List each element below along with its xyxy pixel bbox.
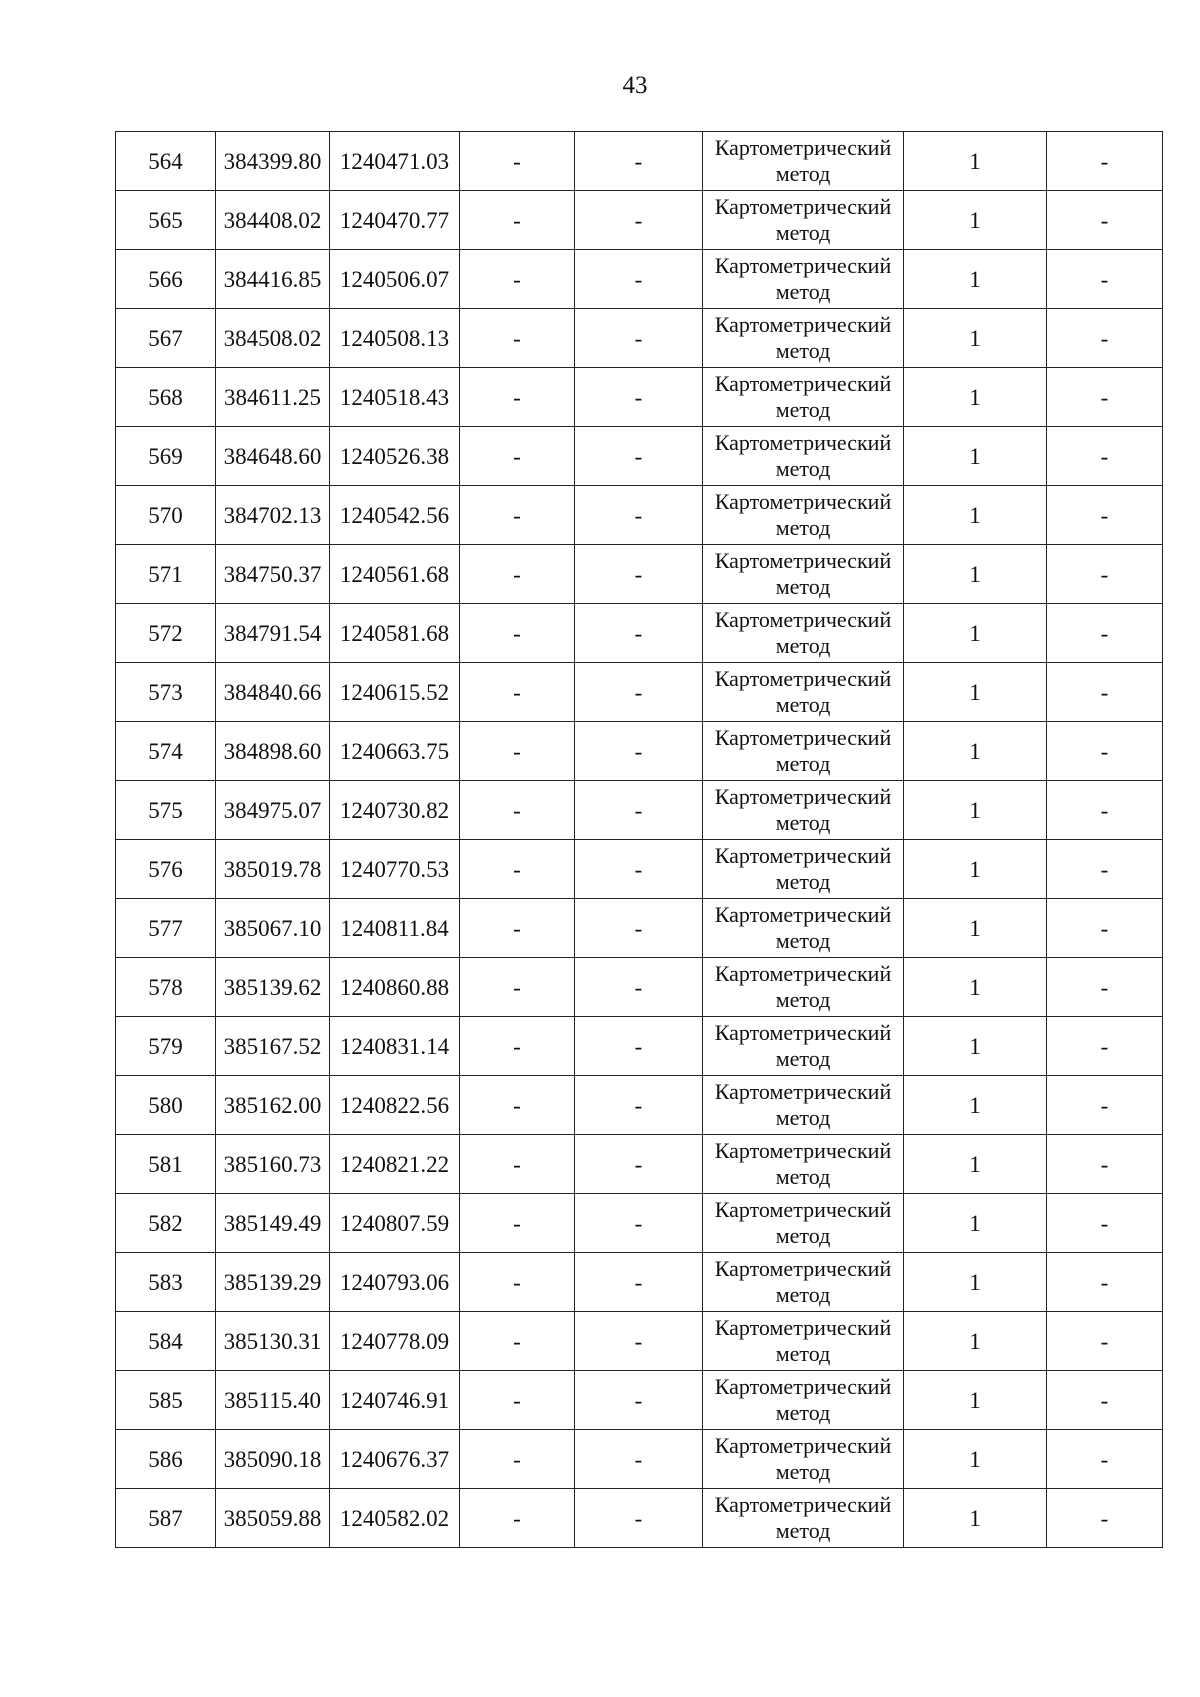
cell-accuracy: 1 <box>904 1489 1047 1548</box>
cell-point-number: 568 <box>116 368 216 427</box>
cell-accuracy: 1 <box>904 1430 1047 1489</box>
method-line-1: Картометрический <box>714 1138 892 1163</box>
cell-empty-value: - <box>1047 958 1163 1017</box>
cell-coordinate-x: 384416.85 <box>216 250 330 309</box>
cell-empty-value: - <box>1047 250 1163 309</box>
cell-coordinate-x: 384750.37 <box>216 545 330 604</box>
cell-coordinate-x: 384898.60 <box>216 722 330 781</box>
table-row <box>116 1076 1163 1135</box>
method-line-1: Картометрический <box>714 1374 892 1399</box>
cell-method <box>703 958 904 1017</box>
cell-empty-value: - <box>1047 899 1163 958</box>
cell-coordinate-y: 1240470.77 <box>330 191 460 250</box>
cell-empty-value: - <box>460 545 575 604</box>
cell-coordinate-y: 1240821.22 <box>330 1135 460 1194</box>
cell-empty-value: - <box>1047 368 1163 427</box>
cell-empty-value: - <box>460 486 575 545</box>
cell-empty-value: - <box>460 899 575 958</box>
cell-point-number: 567 <box>116 309 216 368</box>
cell-method <box>703 663 904 722</box>
cell-coordinate-y: 1240518.43 <box>330 368 460 427</box>
cell-empty-value: - <box>460 1371 575 1430</box>
cell-point-number: 566 <box>116 250 216 309</box>
cell-accuracy: 1 <box>904 1312 1047 1371</box>
cell-method <box>703 545 904 604</box>
cell-coordinate-x: 385139.29 <box>216 1253 330 1312</box>
cell-coordinate-y: 1240770.53 <box>330 840 460 899</box>
cell-coordinate-y: 1240778.09 <box>330 1312 460 1371</box>
method-line-2: метод <box>775 692 831 717</box>
cell-empty-value: - <box>575 486 703 545</box>
cell-method <box>703 1489 904 1548</box>
method-line-1: Картометрический <box>714 430 892 455</box>
cell-point-number: 571 <box>116 545 216 604</box>
cell-empty-value: - <box>1047 663 1163 722</box>
cell-point-number: 577 <box>116 899 216 958</box>
cell-method <box>703 250 904 309</box>
cell-empty-value: - <box>575 840 703 899</box>
table-row <box>116 1371 1163 1430</box>
cell-point-number: 564 <box>116 132 216 191</box>
cell-empty-value: - <box>575 427 703 486</box>
cell-empty-value: - <box>460 250 575 309</box>
method-line-1: Картометрический <box>714 1020 892 1045</box>
cell-point-number: 583 <box>116 1253 216 1312</box>
cell-method <box>703 309 904 368</box>
cell-point-number: 581 <box>116 1135 216 1194</box>
method-line-2: метод <box>775 987 831 1012</box>
cell-accuracy: 1 <box>904 1194 1047 1253</box>
table-row <box>116 1312 1163 1371</box>
method-line-1: Картометрический <box>714 1256 892 1281</box>
method-line-2: метод <box>775 928 831 953</box>
table-row <box>116 250 1163 309</box>
cell-coordinate-x: 384408.02 <box>216 191 330 250</box>
cell-method <box>703 1371 904 1430</box>
table-row <box>116 486 1163 545</box>
cell-coordinate-y: 1240506.07 <box>330 250 460 309</box>
cell-empty-value: - <box>1047 604 1163 663</box>
cell-point-number: 574 <box>116 722 216 781</box>
cell-coordinate-x: 385067.10 <box>216 899 330 958</box>
cell-coordinate-x: 384840.66 <box>216 663 330 722</box>
method-line-1: Картометрический <box>714 1197 892 1222</box>
method-line-2: метод <box>775 456 831 481</box>
method-line-2: метод <box>775 751 831 776</box>
cell-empty-value: - <box>460 1489 575 1548</box>
method-line-1: Картометрический <box>714 1492 892 1517</box>
table-body <box>116 132 1163 1548</box>
cell-method <box>703 1430 904 1489</box>
method-line-1: Картометрический <box>714 312 892 337</box>
cell-empty-value: - <box>575 1489 703 1548</box>
cell-empty-value: - <box>1047 1371 1163 1430</box>
cell-coordinate-x: 384611.25 <box>216 368 330 427</box>
cell-coordinate-y: 1240542.56 <box>330 486 460 545</box>
cell-point-number: 570 <box>116 486 216 545</box>
method-line-2: метод <box>775 1046 831 1071</box>
cell-empty-value: - <box>460 309 575 368</box>
cell-point-number: 565 <box>116 191 216 250</box>
cell-coordinate-x: 384702.13 <box>216 486 330 545</box>
method-line-1: Картометрический <box>714 902 892 927</box>
cell-method <box>703 1076 904 1135</box>
method-line-1: Картометрический <box>714 194 892 219</box>
table-row <box>116 604 1163 663</box>
cell-accuracy: 1 <box>904 486 1047 545</box>
table-row <box>116 132 1163 191</box>
cell-empty-value: - <box>1047 1489 1163 1548</box>
cell-empty-value: - <box>575 309 703 368</box>
method-line-2: метод <box>775 161 831 186</box>
cell-coordinate-y: 1240730.82 <box>330 781 460 840</box>
cell-coordinate-x: 385019.78 <box>216 840 330 899</box>
cell-method <box>703 899 904 958</box>
cell-method <box>703 1253 904 1312</box>
method-line-2: метод <box>775 1518 831 1543</box>
method-line-1: Картометрический <box>714 725 892 750</box>
cell-method <box>703 486 904 545</box>
cell-coordinate-x: 385149.49 <box>216 1194 330 1253</box>
table-row <box>116 663 1163 722</box>
cell-accuracy: 1 <box>904 132 1047 191</box>
coordinates-table <box>115 131 1163 1548</box>
cell-point-number: 587 <box>116 1489 216 1548</box>
cell-accuracy: 1 <box>904 1135 1047 1194</box>
cell-empty-value: - <box>1047 427 1163 486</box>
method-line-1: Картометрический <box>714 1433 892 1458</box>
cell-coordinate-x: 384791.54 <box>216 604 330 663</box>
method-line-2: метод <box>775 1164 831 1189</box>
cell-point-number: 569 <box>116 427 216 486</box>
cell-empty-value: - <box>575 191 703 250</box>
table-row <box>116 958 1163 1017</box>
table-row <box>116 545 1163 604</box>
cell-empty-value: - <box>1047 1430 1163 1489</box>
cell-coordinate-y: 1240508.13 <box>330 309 460 368</box>
cell-empty-value: - <box>575 604 703 663</box>
cell-empty-value: - <box>1047 722 1163 781</box>
cell-empty-value: - <box>1047 132 1163 191</box>
cell-coordinate-x: 385162.00 <box>216 1076 330 1135</box>
cell-empty-value: - <box>1047 309 1163 368</box>
cell-empty-value: - <box>575 132 703 191</box>
method-line-2: метод <box>775 1341 831 1366</box>
method-line-2: метод <box>775 633 831 658</box>
cell-empty-value: - <box>1047 1135 1163 1194</box>
cell-coordinate-x: 384508.02 <box>216 309 330 368</box>
cell-point-number: 579 <box>116 1017 216 1076</box>
cell-coordinate-y: 1240581.68 <box>330 604 460 663</box>
cell-empty-value: - <box>460 781 575 840</box>
cell-accuracy: 1 <box>904 781 1047 840</box>
cell-method <box>703 427 904 486</box>
cell-empty-value: - <box>1047 486 1163 545</box>
cell-coordinate-x: 384648.60 <box>216 427 330 486</box>
method-line-2: метод <box>775 220 831 245</box>
method-line-2: метод <box>775 1223 831 1248</box>
cell-coordinate-y: 1240471.03 <box>330 132 460 191</box>
cell-empty-value: - <box>460 722 575 781</box>
cell-point-number: 573 <box>116 663 216 722</box>
cell-empty-value: - <box>460 132 575 191</box>
cell-empty-value: - <box>575 368 703 427</box>
method-line-1: Картометрический <box>714 1079 892 1104</box>
cell-empty-value: - <box>575 1194 703 1253</box>
table-row <box>116 368 1163 427</box>
method-line-2: метод <box>775 338 831 363</box>
cell-accuracy: 1 <box>904 1076 1047 1135</box>
table-row <box>116 1430 1163 1489</box>
cell-empty-value: - <box>1047 840 1163 899</box>
method-line-1: Картометрический <box>714 371 892 396</box>
cell-method <box>703 368 904 427</box>
cell-empty-value: - <box>1047 1076 1163 1135</box>
method-line-2: метод <box>775 515 831 540</box>
table-row <box>116 309 1163 368</box>
cell-empty-value: - <box>460 1194 575 1253</box>
cell-accuracy: 1 <box>904 427 1047 486</box>
cell-empty-value: - <box>575 1017 703 1076</box>
cell-coordinate-y: 1240860.88 <box>330 958 460 1017</box>
cell-coordinate-x: 385090.18 <box>216 1430 330 1489</box>
cell-empty-value: - <box>1047 1017 1163 1076</box>
cell-coordinate-x: 385059.88 <box>216 1489 330 1548</box>
cell-point-number: 572 <box>116 604 216 663</box>
table-row <box>116 899 1163 958</box>
cell-point-number: 580 <box>116 1076 216 1135</box>
table-row <box>116 1489 1163 1548</box>
cell-method <box>703 191 904 250</box>
cell-coordinate-y: 1240615.52 <box>330 663 460 722</box>
cell-coordinate-y: 1240663.75 <box>330 722 460 781</box>
cell-point-number: 578 <box>116 958 216 1017</box>
cell-coordinate-x: 384975.07 <box>216 781 330 840</box>
cell-empty-value: - <box>1047 545 1163 604</box>
method-line-1: Картометрический <box>714 784 892 809</box>
cell-empty-value: - <box>460 1253 575 1312</box>
method-line-2: метод <box>775 1400 831 1425</box>
cell-empty-value: - <box>575 545 703 604</box>
cell-empty-value: - <box>1047 1194 1163 1253</box>
cell-coordinate-x: 385167.52 <box>216 1017 330 1076</box>
cell-empty-value: - <box>460 1017 575 1076</box>
cell-accuracy: 1 <box>904 191 1047 250</box>
cell-point-number: 586 <box>116 1430 216 1489</box>
cell-point-number: 582 <box>116 1194 216 1253</box>
cell-coordinate-y: 1240582.02 <box>330 1489 460 1548</box>
method-line-1: Картометрический <box>714 1315 892 1340</box>
cell-accuracy: 1 <box>904 958 1047 1017</box>
cell-coordinate-x: 385130.31 <box>216 1312 330 1371</box>
cell-coordinate-y: 1240822.56 <box>330 1076 460 1135</box>
cell-coordinate-x: 385115.40 <box>216 1371 330 1430</box>
table-row <box>116 427 1163 486</box>
method-line-1: Картометрический <box>714 253 892 278</box>
cell-empty-value: - <box>460 1312 575 1371</box>
cell-coordinate-y: 1240526.38 <box>330 427 460 486</box>
cell-accuracy: 1 <box>904 722 1047 781</box>
cell-coordinate-y: 1240807.59 <box>330 1194 460 1253</box>
cell-empty-value: - <box>1047 191 1163 250</box>
page-number: 43 <box>622 72 648 99</box>
method-line-1: Картометрический <box>714 607 892 632</box>
cell-coordinate-x: 384399.80 <box>216 132 330 191</box>
cell-empty-value: - <box>575 663 703 722</box>
cell-empty-value: - <box>575 899 703 958</box>
cell-coordinate-y: 1240793.06 <box>330 1253 460 1312</box>
cell-method <box>703 722 904 781</box>
cell-coordinate-y: 1240811.84 <box>330 899 460 958</box>
cell-empty-value: - <box>460 427 575 486</box>
cell-accuracy: 1 <box>904 545 1047 604</box>
cell-empty-value: - <box>575 1253 703 1312</box>
cell-method <box>703 1312 904 1371</box>
cell-empty-value: - <box>460 840 575 899</box>
cell-point-number: 575 <box>116 781 216 840</box>
method-line-1: Картометрический <box>714 666 892 691</box>
method-line-1: Картометрический <box>714 843 892 868</box>
cell-accuracy: 1 <box>904 840 1047 899</box>
method-line-2: метод <box>775 1105 831 1130</box>
cell-accuracy: 1 <box>904 309 1047 368</box>
method-line-2: метод <box>775 574 831 599</box>
table-row <box>116 191 1163 250</box>
cell-point-number: 584 <box>116 1312 216 1371</box>
cell-empty-value: - <box>575 1312 703 1371</box>
cell-method <box>703 604 904 663</box>
cell-empty-value: - <box>575 1135 703 1194</box>
cell-coordinate-y: 1240561.68 <box>330 545 460 604</box>
cell-coordinate-y: 1240676.37 <box>330 1430 460 1489</box>
cell-method <box>703 781 904 840</box>
cell-accuracy: 1 <box>904 604 1047 663</box>
cell-method <box>703 1017 904 1076</box>
cell-empty-value: - <box>575 722 703 781</box>
method-line-2: метод <box>775 869 831 894</box>
cell-empty-value: - <box>460 1430 575 1489</box>
cell-accuracy: 1 <box>904 368 1047 427</box>
cell-accuracy: 1 <box>904 899 1047 958</box>
cell-empty-value: - <box>460 958 575 1017</box>
method-line-2: метод <box>775 279 831 304</box>
cell-coordinate-x: 385139.62 <box>216 958 330 1017</box>
cell-empty-value: - <box>1047 1312 1163 1371</box>
cell-empty-value: - <box>575 1430 703 1489</box>
cell-method <box>703 1194 904 1253</box>
cell-method <box>703 840 904 899</box>
table-row <box>116 722 1163 781</box>
table-row <box>116 1194 1163 1253</box>
cell-empty-value: - <box>1047 781 1163 840</box>
cell-method <box>703 1135 904 1194</box>
cell-empty-value: - <box>460 663 575 722</box>
method-line-2: метод <box>775 1282 831 1307</box>
method-line-2: метод <box>775 810 831 835</box>
cell-empty-value: - <box>460 1076 575 1135</box>
cell-empty-value: - <box>460 368 575 427</box>
method-line-1: Картометрический <box>714 961 892 986</box>
cell-method <box>703 132 904 191</box>
method-line-2: метод <box>775 1459 831 1484</box>
cell-empty-value: - <box>575 1076 703 1135</box>
cell-empty-value: - <box>575 958 703 1017</box>
cell-empty-value: - <box>460 191 575 250</box>
cell-point-number: 585 <box>116 1371 216 1430</box>
table-row <box>116 1135 1163 1194</box>
cell-empty-value: - <box>1047 1253 1163 1312</box>
cell-empty-value: - <box>575 250 703 309</box>
cell-empty-value: - <box>575 781 703 840</box>
cell-coordinate-y: 1240746.91 <box>330 1371 460 1430</box>
cell-coordinate-x: 385160.73 <box>216 1135 330 1194</box>
cell-empty-value: - <box>460 604 575 663</box>
cell-accuracy: 1 <box>904 663 1047 722</box>
table-row <box>116 840 1163 899</box>
cell-point-number: 576 <box>116 840 216 899</box>
cell-empty-value: - <box>575 1371 703 1430</box>
cell-accuracy: 1 <box>904 1253 1047 1312</box>
table-row <box>116 1017 1163 1076</box>
table-row <box>116 1253 1163 1312</box>
method-line-1: Картометрический <box>714 135 892 160</box>
cell-coordinate-y: 1240831.14 <box>330 1017 460 1076</box>
cell-accuracy: 1 <box>904 1017 1047 1076</box>
method-line-1: Картометрический <box>714 548 892 573</box>
method-line-1: Картометрический <box>714 489 892 514</box>
cell-accuracy: 1 <box>904 1371 1047 1430</box>
cell-accuracy: 1 <box>904 250 1047 309</box>
cell-empty-value: - <box>460 1135 575 1194</box>
method-line-2: метод <box>775 397 831 422</box>
table-row <box>116 781 1163 840</box>
